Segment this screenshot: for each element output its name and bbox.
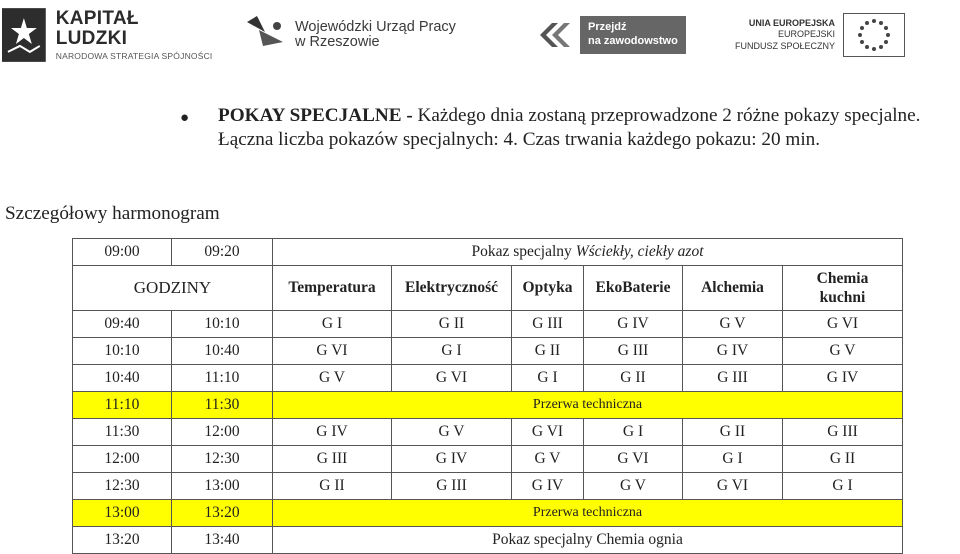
time-start: 13:00: [73, 500, 172, 527]
group-cell: G IV: [584, 311, 683, 338]
header-chemia-line1: Chemia: [816, 270, 869, 287]
special-show-cell: [273, 239, 903, 266]
time-start: 09:40: [73, 311, 172, 338]
time-start: 13:20: [73, 527, 172, 554]
ue-line2: EUROPEJSKI: [778, 29, 836, 40]
table-row: [73, 392, 903, 419]
header-optyka: Optyka: [512, 266, 584, 311]
logo-kapital-ludzki: [0, 0, 215, 70]
logo-wup: [243, 0, 488, 70]
time-end: 10:40: [172, 338, 273, 365]
table-row: [73, 365, 903, 392]
group-cell: G V: [392, 419, 512, 446]
table-row: [73, 473, 903, 500]
group-cell: G III: [512, 311, 584, 338]
break-cell: Przerwa techniczna: [273, 392, 903, 419]
group-cell: G II: [273, 473, 392, 500]
time-end: 13:40: [172, 527, 273, 554]
time-end: 10:10: [172, 311, 273, 338]
group-cell: G III: [683, 365, 783, 392]
group-cell: G III: [392, 473, 512, 500]
table-row: [73, 527, 903, 554]
group-cell: G I: [392, 338, 512, 365]
time-start: 12:30: [73, 473, 172, 500]
table-row: [73, 338, 903, 365]
table-row: [73, 500, 903, 527]
group-cell: G V: [512, 446, 584, 473]
bullet-icon: ●: [180, 110, 190, 126]
bullet-paragraph: [180, 104, 960, 152]
time-end: 09:20: [172, 239, 273, 266]
wup-star-icon: [243, 12, 289, 58]
eu-flag-icon: [843, 13, 905, 57]
header-ekobaterie: EkoBaterie: [584, 266, 683, 311]
group-cell: G V: [584, 473, 683, 500]
bullet-heading: POKAY SPECJALNE -: [218, 105, 413, 126]
group-cell: G II: [392, 311, 512, 338]
group-cell: G I: [584, 419, 683, 446]
table-row: [73, 419, 903, 446]
group-cell: G III: [584, 338, 683, 365]
ue-line3: FUNDUSZ SPOŁECZNY: [735, 40, 836, 51]
time-end: 11:10: [172, 365, 273, 392]
group-cell: G VI: [512, 419, 584, 446]
group-cell: G IV: [273, 419, 392, 446]
time-start: 10:40: [73, 365, 172, 392]
logo-ue: [735, 0, 960, 70]
group-cell: G VI: [683, 473, 783, 500]
header-chemia-line2: kuchni: [819, 289, 866, 306]
group-cell: G II: [783, 446, 903, 473]
group-cell: G VI: [584, 446, 683, 473]
group-cell: G V: [273, 365, 392, 392]
table-row: [73, 446, 903, 473]
table-row: [73, 311, 903, 338]
przejdz-line2: na zawodowstwo: [588, 35, 678, 47]
time-start: 09:00: [73, 239, 172, 266]
header-alchemia: Alchemia: [683, 266, 783, 311]
time-end: 13:00: [172, 473, 273, 500]
time-end: 11:30: [172, 392, 273, 419]
header-temperatura: Temperatura: [273, 266, 392, 311]
group-cell: G IV: [683, 338, 783, 365]
special-show-cell: Pokaz specjalny Chemia ognia: [273, 527, 903, 554]
group-cell: G III: [273, 446, 392, 473]
time-start: 11:30: [73, 419, 172, 446]
special-show-title: Wściekły, ciekły azot: [575, 243, 704, 260]
group-cell: G II: [584, 365, 683, 392]
group-cell: G IV: [392, 446, 512, 473]
schedule-table: [72, 238, 903, 554]
group-cell: G IV: [783, 365, 903, 392]
group-cell: G VI: [783, 311, 903, 338]
table-header-row: [73, 266, 903, 311]
group-cell: G II: [683, 419, 783, 446]
time-start: 12:00: [73, 446, 172, 473]
time-start: 10:10: [73, 338, 172, 365]
przejdz-line1: Przejdź: [588, 21, 627, 34]
header-elektrycznosc: Elektryczność: [392, 266, 512, 311]
special-show-prefix: Pokaz specjalny: [471, 243, 576, 260]
group-cell: G V: [683, 311, 783, 338]
ue-line1: UNIA EUROPEJSKA: [748, 18, 836, 29]
kapital-ludzki-title: KAPITAŁ LUDZKI: [55, 8, 139, 50]
break-cell: Przerwa techniczna: [273, 500, 903, 527]
kapital-ludzki-emblem-icon: [0, 6, 48, 64]
bullet-body: Każdego dnia zostaną przeprowadzone 2 różne pokazy specjalne. Łączna liczba pokazów specjalnych: 4. Czas trwania każdego pokazu: 20 min.: [218, 105, 921, 150]
logo-przejdz: [538, 0, 713, 70]
group-cell: G III: [783, 419, 903, 446]
group-cell: G I: [512, 365, 584, 392]
group-cell: G I: [683, 446, 783, 473]
group-cell: G V: [783, 338, 903, 365]
table-row: [73, 239, 903, 266]
kapital-ludzki-subtitle: NARODOWA STRATEGIA SPÓJNOŚCI: [55, 50, 213, 61]
section-title: Szczegółowy harmonogram: [5, 203, 220, 224]
time-start: 11:10: [73, 392, 172, 419]
group-cell: G VI: [392, 365, 512, 392]
group-cell: G IV: [512, 473, 584, 500]
time-end: 13:20: [172, 500, 273, 527]
group-cell: G I: [273, 311, 392, 338]
wup-line1: Wojewódzki Urząd Pracy: [295, 18, 456, 35]
group-cell: G VI: [273, 338, 392, 365]
wup-line2: w Rzeszowie: [295, 34, 380, 50]
time-end: 12:00: [172, 419, 273, 446]
przejdz-chevrons-icon: [538, 19, 574, 51]
header-chemia-kuchni: [783, 266, 903, 311]
time-end: 12:30: [172, 446, 273, 473]
group-cell: G II: [512, 338, 584, 365]
group-cell: G I: [783, 473, 903, 500]
header-godziny: GODZINY: [73, 266, 273, 311]
